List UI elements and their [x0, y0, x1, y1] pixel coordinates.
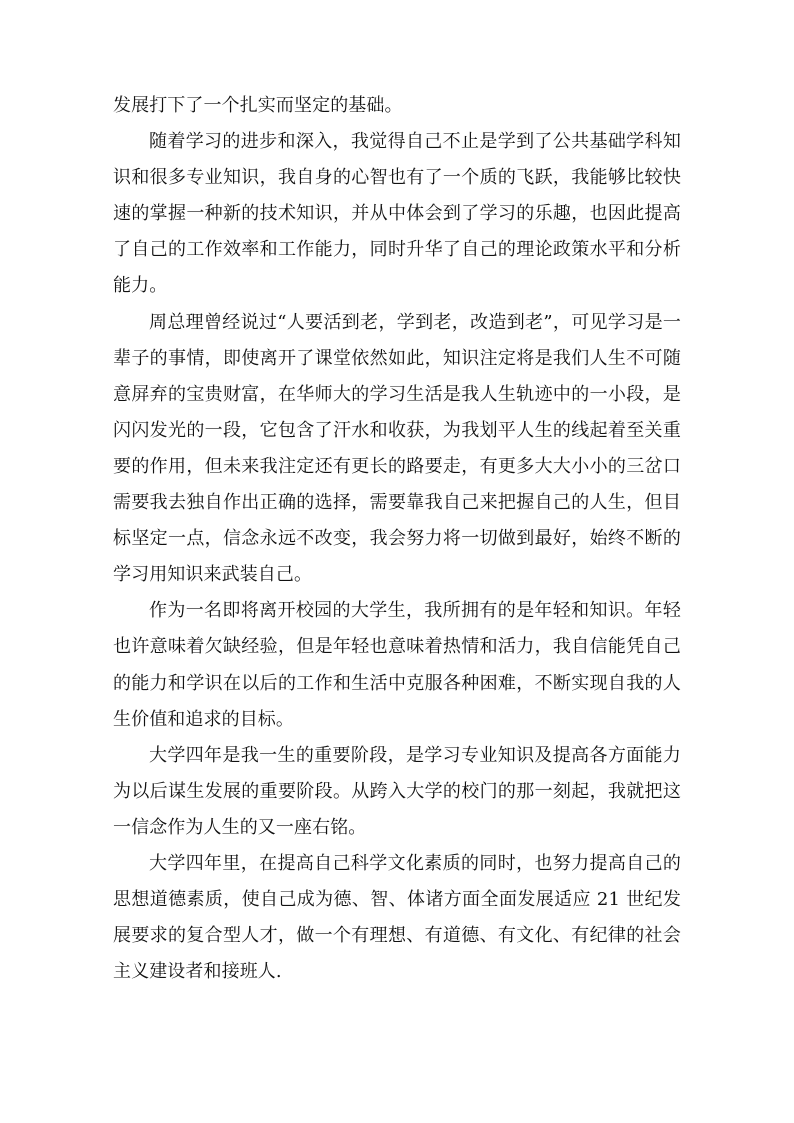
- paragraph-5: 大学四年是我一生的重要阶段，是学习专业知识及提高各方面能力为以后谋生发展的重要阶段。从跨入大学的校门的那一刻起，我就把这一信念作为人生的又一座右铭。: [113, 744, 681, 838]
- document-page: [113, 88, 681, 990]
- paragraph-1: 发展打下了一个扎实而坚定的基础。: [113, 95, 403, 116]
- paragraph-6: 大学四年里，在提高自己科学文化素质的同时，也努力提高自己的思想道德素质，使自己成为德、智、体诸方面全面发展适应 21 世纪发展要求的复合型人才，做一个有理想、有道德、有文化、有纪律的社会主义建设者和接班人.: [113, 852, 681, 983]
- paragraph-2: 随着学习的进步和深入，我觉得自己不止是学到了公共基础学科知识和很多专业知识，我自身的心智也有了一个质的飞跃，我能够比较快速的掌握一种新的技术知识，并从中体会到了学习的乐趣，也因此提高了自己的工作效率和工作能力，同时升华了自己的理论政策水平和分析能力。: [113, 131, 681, 297]
- paragraph-4: 作为一名即将离开校园的大学生，我所拥有的是年轻和知识。年轻也许意味着欠缺经验，但是年轻也意味着热情和活力，我自信能凭自己的能力和学识在以后的工作和生活中克服各种困难，不断实现自我的人生价值和追求的目标。: [113, 600, 681, 730]
- paragraph-3: 周总理曾经说过“人要活到老，学到老，改造到老”，可见学习是一辈子的事情，即使离开了课堂依然如此，知识注定将是我们人生不可随意屏弃的宝贵财富，在华师大的学习生活是我人生轨迹中的一小段，是闪闪发光的一段，它包含了汗水和收获，为我划平人生的线起着至关重要的作用，但未来我注定还有更长的路要走，有更多大大小小的三岔口需要我去独自作出正确的选择，需要靠我自己来把握自己的人生，但目标坚定一点，信念永远不改变，我会努力将一切做到最好，始终不断的学习用知识来武装自己。: [113, 311, 681, 586]
